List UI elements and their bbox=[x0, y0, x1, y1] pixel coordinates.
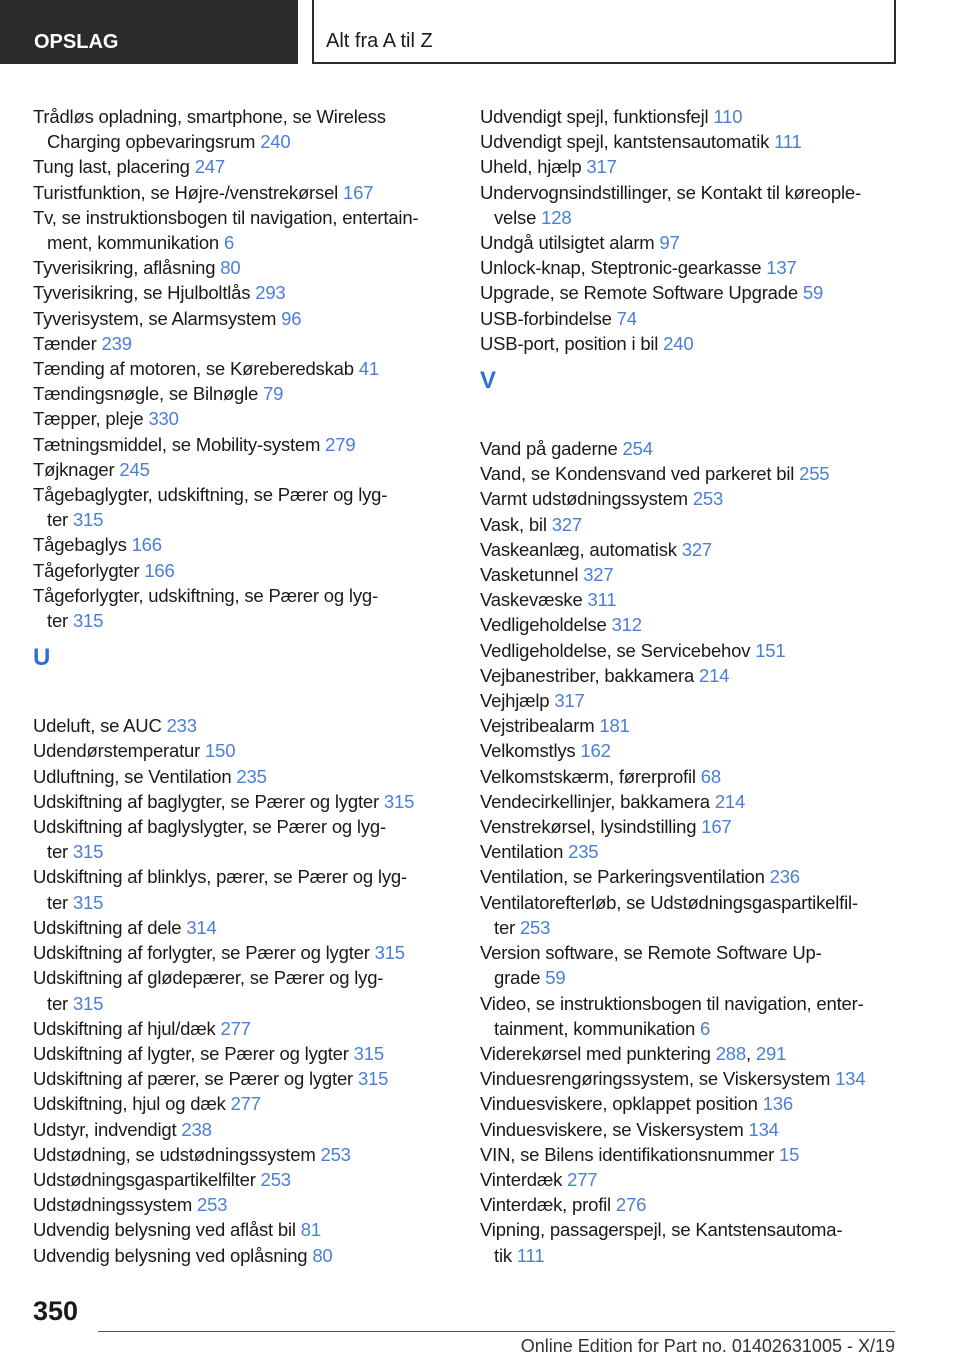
index-entry bbox=[480, 280, 900, 305]
index-entry bbox=[480, 512, 900, 537]
index-entry-text: Tung last, placering bbox=[33, 156, 195, 178]
index-entry-text: Velkomstlys bbox=[480, 740, 581, 762]
index-entry-text: Velkomstskærm, førerprofil bbox=[480, 765, 701, 787]
index-entry bbox=[33, 255, 463, 280]
index-entry bbox=[480, 764, 900, 789]
index-entry-text: Turistfunktion, se Højre-/venstrekørsel bbox=[33, 181, 344, 203]
index-entry-text: Version software, se Remote Software Up- bbox=[480, 942, 822, 964]
page-reference-link[interactable]: 279 bbox=[325, 433, 356, 455]
index-entry bbox=[480, 154, 900, 179]
index-entry-text: Vedligeholdelse bbox=[480, 614, 612, 636]
page-header bbox=[0, 0, 896, 64]
page-reference-link[interactable]: 6 bbox=[700, 1017, 711, 1039]
index-entry bbox=[480, 688, 900, 713]
index-entry-text: Udskiftning af forlygter, se Pærer og lygter bbox=[33, 942, 375, 964]
page-reference-link[interactable]: 315 bbox=[353, 1042, 384, 1064]
index-entry-text: Charging opbevaringsrum bbox=[47, 131, 261, 153]
index-entry-text: Udvendig belysning ved oplåsning bbox=[33, 1244, 313, 1266]
index-entry bbox=[480, 1217, 900, 1267]
index-entry-text: Udstødning, se udstødningssystem bbox=[33, 1143, 321, 1165]
index-entry bbox=[480, 713, 900, 738]
index-entry bbox=[480, 663, 900, 688]
index-entry-text: Viderekørsel med punktering bbox=[480, 1042, 716, 1064]
page-reference-link[interactable]: 276 bbox=[615, 1194, 647, 1216]
index-entry bbox=[480, 306, 900, 331]
index-entry bbox=[480, 1117, 900, 1142]
index-entry-text: USB-port, position i bil bbox=[480, 332, 664, 354]
index-entry-text: Tænder bbox=[33, 332, 102, 354]
index-entry bbox=[480, 104, 900, 129]
index-entry-text: USB-forbindelse bbox=[480, 307, 617, 329]
index-entry-text: Tyverisikring, aflåsning bbox=[33, 257, 221, 279]
index-entry-text: velse bbox=[494, 206, 542, 228]
page-reference-link[interactable]: 315 bbox=[72, 610, 104, 632]
page-reference-link[interactable]: 167 bbox=[701, 816, 732, 838]
page-reference-link[interactable]: 253 bbox=[196, 1194, 228, 1216]
index-entry bbox=[33, 965, 463, 1015]
page-reference-link[interactable]: 315 bbox=[72, 841, 104, 863]
page-reference-link[interactable]: 214 bbox=[699, 664, 730, 686]
page-reference-link[interactable]: 111 bbox=[516, 1244, 545, 1266]
index-entry bbox=[33, 814, 463, 864]
index-entry-text: Vinterdæk bbox=[480, 1168, 568, 1190]
index-entry bbox=[480, 461, 900, 486]
index-entry bbox=[480, 255, 900, 280]
index-entry bbox=[480, 839, 900, 864]
index-entry bbox=[480, 486, 900, 511]
page-reference-link[interactable]: 233 bbox=[166, 715, 197, 737]
index-entry bbox=[480, 537, 900, 562]
page-reference-link[interactable]: 96 bbox=[281, 307, 302, 329]
index-entry bbox=[33, 1091, 463, 1116]
index-entry bbox=[33, 381, 463, 406]
page-reference-link[interactable]: 236 bbox=[769, 866, 800, 888]
page-reference-link[interactable]: 81 bbox=[300, 1219, 321, 1241]
index-entry bbox=[480, 562, 900, 587]
page-reference-link[interactable]: 312 bbox=[611, 614, 642, 636]
index-entry bbox=[33, 482, 463, 532]
index-entry-text: Vinduesviskere, se Viskersystem bbox=[480, 1118, 749, 1140]
index-entry bbox=[33, 738, 463, 763]
index-entry bbox=[480, 991, 900, 1041]
page-reference-link[interactable]: 6 bbox=[223, 232, 235, 254]
section-tab: OPSLAG bbox=[0, 0, 298, 64]
index-entry-text: tik bbox=[494, 1244, 517, 1266]
index-entry bbox=[33, 1117, 463, 1142]
index-entry-text: Udskiftning, hjul og dæk bbox=[33, 1093, 231, 1115]
index-entry bbox=[33, 583, 463, 633]
index-entry-text: Tyverisystem, se Alarmsystem bbox=[33, 307, 282, 329]
index-entry-text: Vinduesviskere, opklappet position bbox=[480, 1093, 763, 1115]
page-reference-link[interactable]: 315 bbox=[383, 790, 415, 812]
page-reference-link[interactable]: 214 bbox=[714, 790, 746, 812]
index-entry-text: Tågebaglys bbox=[33, 534, 132, 556]
page-reference-link[interactable]: 317 bbox=[586, 156, 617, 178]
index-entry-text: Ventilation bbox=[480, 841, 569, 863]
index-entry-text: Udskiftning af baglygter, se Pærer og lygter bbox=[33, 790, 384, 812]
page-reference-link[interactable]: 162 bbox=[580, 740, 611, 762]
index-entry bbox=[33, 558, 463, 583]
page-reference-link[interactable]: 74 bbox=[616, 307, 637, 329]
index-column-right bbox=[480, 104, 900, 1268]
page-reference-link[interactable]: 167 bbox=[343, 181, 374, 203]
index-entry bbox=[33, 356, 463, 381]
index-entry-text: Vinterdæk, profil bbox=[480, 1194, 616, 1216]
index-entry-text: Udvendig belysning ved aflåst bil bbox=[33, 1219, 301, 1241]
index-entry bbox=[33, 940, 463, 965]
index-entry-text: ter bbox=[47, 992, 73, 1014]
page-reference-link[interactable]: 311 bbox=[587, 589, 617, 611]
page-reference-link[interactable]: 253 bbox=[519, 916, 551, 938]
index-entry-text: Tågeforlygter bbox=[33, 559, 145, 581]
index-entry bbox=[33, 1217, 463, 1242]
index-entry-text: VIN, se Bilens identifikationsnummer bbox=[480, 1143, 780, 1165]
index-entry-text: Tyverisikring, se Hjulboltlås bbox=[33, 282, 256, 304]
index-entry-text: Vaskeanlæg, automatisk bbox=[480, 538, 682, 560]
index-entry-text: ter bbox=[47, 509, 73, 531]
index-entry bbox=[33, 532, 463, 557]
page-reference-link[interactable]: 253 bbox=[260, 1168, 291, 1190]
page-reference-link[interactable]: 238 bbox=[181, 1118, 212, 1140]
index-entry bbox=[480, 230, 900, 255]
index-entry bbox=[480, 587, 900, 612]
index-entry bbox=[33, 1192, 463, 1217]
page-title: Alt fra A til Z bbox=[312, 0, 896, 64]
index-entry-text: Vejbanestriber, bakkamera bbox=[480, 664, 699, 686]
index-entry-text: Venstrekørsel, lysindstilling bbox=[480, 816, 702, 838]
index-entry bbox=[33, 1243, 463, 1268]
page-reference-link[interactable]: 137 bbox=[766, 257, 797, 279]
index-entry-text: Tv, se instruktionsbogen til navigation, entertain- bbox=[33, 206, 419, 228]
page-reference-link[interactable]: 315 bbox=[72, 891, 104, 913]
index-entry bbox=[480, 890, 900, 940]
page-reference-link[interactable]: 247 bbox=[194, 156, 225, 178]
index-entry-text: Undervognsindstillinger, se Kontakt til køreople- bbox=[480, 181, 861, 203]
index-entry-text: Tætningsmiddel, se Mobility-system bbox=[33, 433, 326, 455]
index-entry-text: Vaskevæske bbox=[480, 589, 588, 611]
page-reference-link[interactable]: 111 bbox=[774, 131, 802, 153]
page-reference-link[interactable]: 235 bbox=[236, 765, 267, 787]
index-entry-text: Upgrade, se Remote Software Upgrade bbox=[480, 282, 803, 304]
index-entry-text: Udskiftning af dele bbox=[33, 916, 187, 938]
page-reference-link[interactable]: 293 bbox=[255, 282, 286, 304]
index-entry bbox=[33, 306, 463, 331]
index-entry-text: Vejstribealarm bbox=[480, 715, 600, 737]
index-entry-text: Udluftning, se Ventilation bbox=[33, 765, 237, 787]
index-entry-text: ter bbox=[47, 891, 73, 913]
index-entry-text: Udskiftning af pærer, se Pærer og lygter bbox=[33, 1068, 358, 1090]
index-entry-text: Vejhjælp bbox=[480, 690, 555, 712]
page-reference-link[interactable]: 327 bbox=[583, 564, 614, 586]
page-reference-link[interactable]: 68 bbox=[700, 765, 721, 787]
index-entry bbox=[480, 1167, 900, 1192]
index-entry bbox=[480, 436, 900, 461]
index-entry bbox=[33, 864, 463, 914]
page-reference-link[interactable]: 128 bbox=[541, 206, 572, 228]
footer-divider bbox=[98, 1331, 895, 1332]
index-entry bbox=[33, 1041, 463, 1066]
page-reference-link[interactable]: 181 bbox=[599, 715, 630, 737]
index-entry-text: Vipning, passagerspejl, se Kantstensautoma- bbox=[480, 1219, 843, 1241]
page-reference-link[interactable]: 327 bbox=[681, 538, 713, 560]
index-entry bbox=[33, 457, 463, 482]
index-entry-text: Udskiftning af hjul/dæk bbox=[33, 1017, 221, 1039]
page-reference-link[interactable]: 277 bbox=[220, 1017, 251, 1039]
page-reference-link[interactable]: 136 bbox=[762, 1093, 793, 1115]
index-entry-text: ter bbox=[494, 916, 520, 938]
index-entry-text: Udendørstemperatur bbox=[33, 740, 206, 762]
index-column-left bbox=[33, 104, 463, 1268]
index-entry-text: tainment, kommunikation bbox=[494, 1017, 700, 1039]
page-reference-link[interactable]: 41 bbox=[358, 358, 379, 380]
page-reference-link[interactable]: 134 bbox=[748, 1118, 779, 1140]
index-letter-heading: V bbox=[480, 367, 497, 395]
index-entry-text: Udvendigt spejl, funktionsfejl bbox=[480, 106, 714, 127]
page-reference-link[interactable]: 240 bbox=[260, 131, 291, 153]
index-entry-text: Vedligeholdelse, se Servicebehov bbox=[480, 639, 756, 661]
page-reference-link[interactable]: 80 bbox=[312, 1244, 333, 1266]
footer-edition: Online Edition for Part no. 01402631005 - X/19 bbox=[520, 1336, 895, 1356]
index-letter-heading: U bbox=[33, 644, 51, 672]
index-entry: Viderekørsel med punktering 288, 291 bbox=[480, 1042, 787, 1064]
page-reference-link[interactable]: 255 bbox=[799, 463, 830, 485]
index-entry bbox=[33, 280, 463, 305]
index-entry bbox=[33, 104, 463, 154]
index-entry bbox=[480, 789, 900, 814]
page-reference-link[interactable]: 315 bbox=[72, 509, 104, 531]
index-entry-text: Trådløs opladning, smartphone, se Wireless bbox=[33, 106, 386, 127]
index-entry bbox=[480, 1192, 900, 1217]
index-entry-text: ment, kommunikation bbox=[47, 232, 224, 254]
index-entry-text: Tændingsnøgle, se Bilnøgle bbox=[33, 383, 264, 405]
page-reference-link[interactable]: 253 bbox=[320, 1143, 351, 1165]
page-reference-link[interactable]: 166 bbox=[144, 559, 175, 581]
page-reference-link[interactable]: 235 bbox=[568, 841, 599, 863]
index-entry-text: Udstødningssystem bbox=[33, 1194, 197, 1216]
index-entry-text: Vendecirkellinjer, bakkamera bbox=[480, 790, 715, 812]
index-entry bbox=[33, 764, 463, 789]
index-entry-text: ter bbox=[47, 610, 73, 632]
index-entry-text: Udstyr, indvendigt bbox=[33, 1118, 182, 1140]
page-reference-link[interactable]: 314 bbox=[186, 916, 217, 938]
index-entry bbox=[480, 738, 900, 763]
index-entry-text: Ventilatorefterløb, se Udstødningsgaspartikelfil- bbox=[480, 891, 858, 913]
index-entry bbox=[33, 789, 463, 814]
page-reference-link[interactable]: 239 bbox=[101, 332, 132, 354]
index-entry-text: Tøjknager bbox=[33, 458, 120, 480]
page-reference-link[interactable]: 150 bbox=[205, 740, 236, 762]
index-entry bbox=[480, 814, 900, 839]
page-reference-link[interactable]: 291 bbox=[755, 1042, 787, 1064]
index-entry bbox=[480, 638, 900, 663]
index-entry bbox=[480, 612, 900, 637]
index-entry bbox=[33, 1016, 463, 1041]
index-entry-text: Tænding af motoren, se Køreberedskab bbox=[33, 358, 359, 380]
index-entry bbox=[33, 154, 463, 179]
page-reference-link[interactable]: 327 bbox=[551, 513, 582, 535]
page-reference-link[interactable]: 97 bbox=[659, 232, 680, 254]
page-reference-link[interactable]: 288 bbox=[715, 1042, 746, 1064]
index-entry bbox=[480, 180, 900, 230]
index-entry-text: Udeluft, se AUC bbox=[33, 715, 167, 737]
index-entry-text: Undgå utilsigtet alarm bbox=[480, 232, 660, 254]
index-entry bbox=[33, 331, 463, 356]
index-entry bbox=[480, 129, 900, 154]
index-entry-text: Udskiftning af baglyslygter, se Pærer og lyg- bbox=[33, 816, 386, 838]
index-entry-text: Udskiftning af lygter, se Pærer og lygter bbox=[33, 1042, 354, 1064]
page-reference-link[interactable]: 240 bbox=[663, 332, 694, 354]
page-reference-link[interactable]: 110 bbox=[713, 106, 743, 127]
page-reference-link[interactable]: 330 bbox=[148, 408, 179, 430]
page-reference-link[interactable]: 315 bbox=[357, 1068, 389, 1090]
page-reference-link[interactable]: 277 bbox=[230, 1093, 261, 1115]
index-entry-text: Tæpper, pleje bbox=[33, 408, 149, 430]
index-entry bbox=[33, 432, 463, 457]
index-entry-text: Tågeforlygter, udskiftning, se Pærer og lyg- bbox=[33, 584, 378, 606]
index-entry-text: Udskiftning af glødepærer, se Pærer og lyg- bbox=[33, 967, 384, 989]
index-entry bbox=[33, 713, 463, 738]
index-entry-text: Udvendigt spejl, kantstensautomatik bbox=[480, 131, 775, 153]
page-reference-link[interactable]: 253 bbox=[692, 488, 724, 510]
index-entry-text: Tågebaglygter, udskiftning, se Pærer og lyg- bbox=[33, 484, 388, 506]
index-entry-text: Vand, se Kondensvand ved parkeret bil bbox=[480, 463, 800, 485]
page-reference-link[interactable]: 151 bbox=[755, 639, 786, 661]
index-entry-text: Udstødningsgaspartikelfilter bbox=[33, 1168, 261, 1190]
index-entry-text: Vask, bil bbox=[480, 513, 552, 535]
page-reference-link[interactable]: 254 bbox=[622, 438, 653, 460]
index-entry-text: Unlock-knap, Steptronic-gearkasse bbox=[480, 257, 767, 279]
index-entry bbox=[480, 940, 900, 990]
page-reference-link[interactable]: 134 bbox=[835, 1068, 866, 1090]
index-entry-text: Vasketunnel bbox=[480, 564, 584, 586]
index-entry bbox=[480, 1142, 900, 1167]
page-reference-link[interactable]: 15 bbox=[779, 1143, 800, 1165]
page-reference-link[interactable]: 315 bbox=[374, 942, 405, 964]
index-entry-text: Video, se instruktionsbogen til navigation, enter- bbox=[480, 992, 864, 1014]
index-entry bbox=[33, 1066, 463, 1091]
index-entry bbox=[480, 864, 900, 889]
index-entry bbox=[33, 406, 463, 431]
page-reference-link[interactable]: 79 bbox=[263, 383, 284, 405]
index-entry-text: Vinduesrengøringssystem, se Viskersystem bbox=[480, 1068, 836, 1090]
page-reference-link[interactable]: 166 bbox=[131, 534, 162, 556]
page-reference-link[interactable]: 59 bbox=[545, 967, 566, 989]
page-reference-link[interactable]: 245 bbox=[119, 458, 150, 480]
index-entry bbox=[33, 1167, 463, 1192]
index-entry bbox=[480, 1066, 900, 1091]
page-reference-link[interactable]: 59 bbox=[802, 282, 824, 304]
index-entry bbox=[480, 1091, 900, 1116]
index-entry-text: grade bbox=[494, 967, 546, 989]
page-reference-link[interactable]: 317 bbox=[554, 690, 585, 712]
index-entry-text: Udskiftning af blinklys, pærer, se Pærer og lyg- bbox=[33, 866, 407, 888]
index-entry-text: Ventilation, se Parkeringsventilation bbox=[480, 866, 770, 888]
page-reference-link[interactable]: 315 bbox=[72, 992, 104, 1014]
index-entry bbox=[33, 1142, 463, 1167]
page-reference-link[interactable]: 277 bbox=[567, 1168, 598, 1190]
index-entry-text: Uheld, hjælp bbox=[480, 156, 587, 178]
index-entry bbox=[33, 915, 463, 940]
index-entry-text: Varmt udstødningssystem bbox=[480, 488, 693, 510]
index-entry bbox=[480, 331, 900, 356]
index-entry-text: Vand på gaderne bbox=[480, 438, 623, 460]
index-entry bbox=[33, 180, 463, 205]
page-number: 350 bbox=[33, 1296, 79, 1326]
page-reference-link[interactable]: 80 bbox=[220, 257, 241, 279]
index-entry-text: ter bbox=[47, 841, 73, 863]
index-entry bbox=[33, 205, 463, 255]
